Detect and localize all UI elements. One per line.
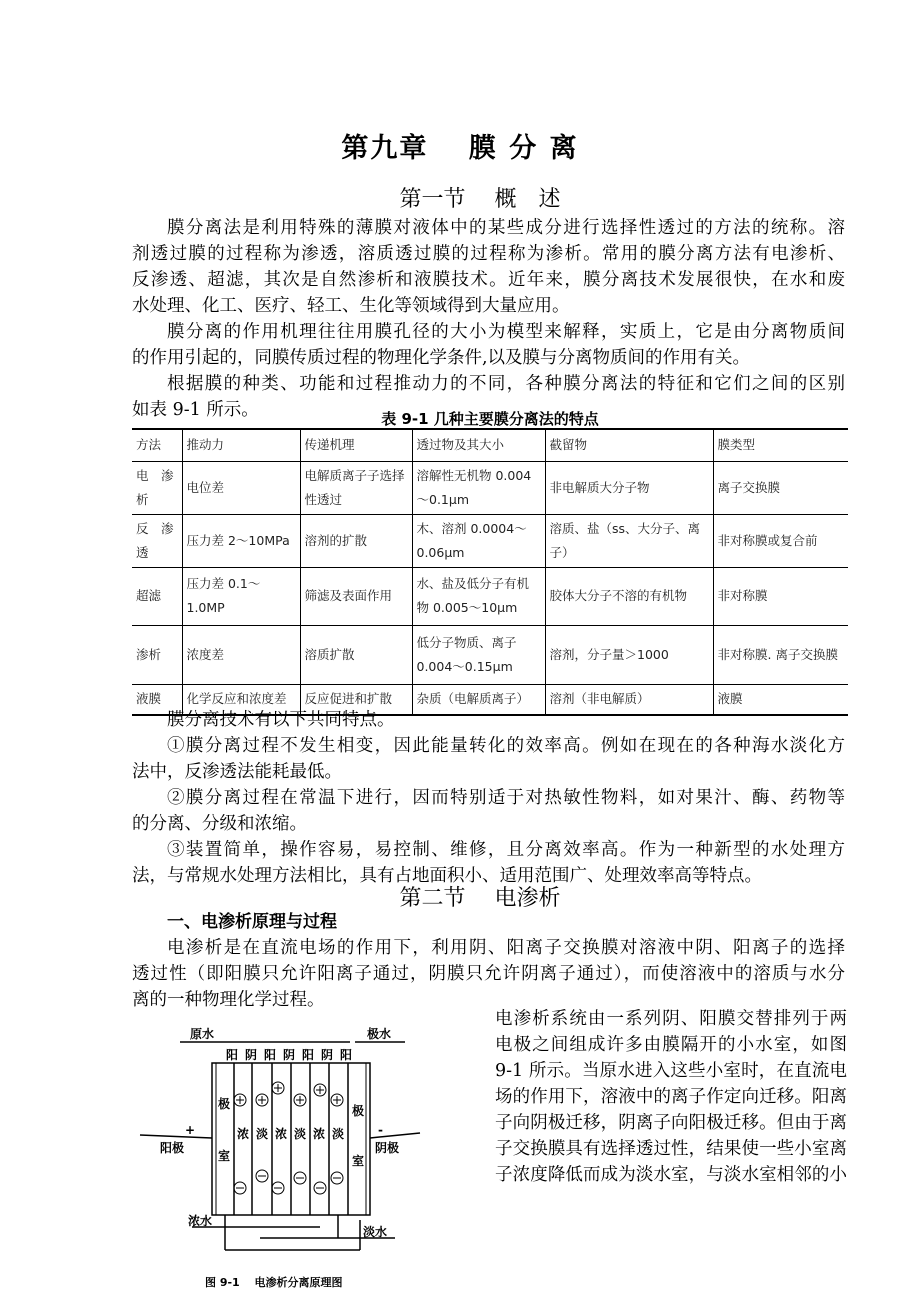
text-line: 电渗析系统由一系列阴、阳膜交替排列于两 bbox=[495, 1009, 847, 1029]
cathode-label: 阴极 bbox=[375, 1141, 400, 1155]
electrode-room-label: 极 bbox=[218, 1097, 231, 1111]
chamber-label: 淡 bbox=[294, 1127, 307, 1141]
anode-label: 阳极 bbox=[160, 1141, 185, 1155]
table-cell: 溶剂（非电解质） bbox=[545, 684, 713, 715]
table-cell: 浓度差 bbox=[182, 625, 300, 684]
text-line: 子浓度降低而成为淡水室，与淡水室相邻的小 bbox=[495, 1165, 847, 1185]
text-line: 离的一种物理化学过程。 bbox=[132, 990, 325, 1010]
table-cell: 水、盐及低分子有机物 0.005～10μm bbox=[412, 567, 545, 625]
table-cell: 杂质（电解质离子） bbox=[412, 684, 545, 715]
text-line: 电渗析是在直流电场的作用下，利用阴、阳离子交换膜对溶液中阴、阳离子的选择 bbox=[167, 938, 845, 958]
text-line: 法中，反渗透法能耗最低。 bbox=[132, 762, 342, 782]
table-row bbox=[132, 461, 848, 514]
table-row bbox=[132, 625, 848, 684]
table-cell: 液膜 bbox=[132, 684, 182, 715]
table-cell: 液膜 bbox=[713, 684, 848, 715]
header-cell: 方法 bbox=[132, 429, 182, 461]
table-row bbox=[132, 567, 848, 625]
text-line: 的作用引起的，同膜传质过程的物理化学条件,以及膜与分离物质间的作用有关。 bbox=[132, 348, 751, 368]
header-cell: 截留物 bbox=[545, 429, 713, 461]
chamber-label: 浓 bbox=[275, 1127, 288, 1141]
membrane-label: 阳 bbox=[226, 1048, 239, 1062]
text-line: 的分离、分级和浓缩。 bbox=[132, 814, 307, 834]
text-line: 膜分离的作用机理往往用膜孔径的大小为模型来解释，实质上，它是由分离物质间 bbox=[167, 322, 845, 342]
text-line: 根据膜的种类、功能和过程推动力的不同，各种膜分离法的特征和它们之间的区别 bbox=[167, 374, 845, 394]
chamber-label: 浓 bbox=[313, 1127, 326, 1141]
table-cell: 电解质离子子选择性透过 bbox=[300, 461, 412, 514]
figure-caption: 图 9-1 电渗析分离原理图 bbox=[205, 1276, 343, 1289]
table-cell: 电位差 bbox=[182, 461, 300, 514]
text-line: 场的作用下，溶液中的离子作定向迁移。阳离 bbox=[495, 1087, 847, 1107]
text-line: 水处理、化工、医疗、轻工、生化等领域得到大量应用。 bbox=[132, 296, 570, 316]
table-cell: 胶体大分子不溶的有机物 bbox=[545, 567, 713, 625]
table-cell: 木、溶剂 0.0004～0.06μm bbox=[412, 514, 545, 567]
text-line: 9-1 所示。当原水进入这些小室时，在直流电 bbox=[495, 1061, 847, 1081]
section1-heading: 第一节 概 述 bbox=[399, 187, 561, 212]
membrane-label: 阳 bbox=[340, 1048, 353, 1062]
table-cell: 溶剂的扩散 bbox=[300, 514, 412, 567]
electrodialysis-diagram bbox=[130, 1020, 430, 1270]
text-line: 子交换膜具有选择透过性，结果使一些小室离 bbox=[495, 1139, 847, 1159]
text-line: 电极之间组成许多由膜隔开的小水室，如图 bbox=[495, 1035, 847, 1055]
table-cell: 溶质扩散 bbox=[300, 625, 412, 684]
text-line: 如表 9-1 所示。 bbox=[132, 400, 259, 420]
text-line: 反渗透、超滤，其次是自然渗析和液膜技术。近年来，膜分离技术发展很快，在水和废 bbox=[132, 270, 845, 290]
table-cell: 压力差 2～10MPa bbox=[182, 514, 300, 567]
electrode-room-label: 室 bbox=[218, 1149, 231, 1163]
membrane-label: 阴 bbox=[283, 1048, 296, 1062]
membrane-label: 阳 bbox=[302, 1048, 315, 1062]
electrode-room-label: 室 bbox=[352, 1154, 365, 1168]
table-cell: 溶解性无机物 0.004～0.1μm bbox=[412, 461, 545, 514]
concentrate-label: 浓水 bbox=[188, 1214, 213, 1228]
chapter-title: 第九章 膜 分 离 bbox=[341, 133, 579, 164]
fresh-water-label: 淡水 bbox=[363, 1225, 388, 1239]
table-cell: 溶质、盐（ss、大分子、离子） bbox=[545, 514, 713, 567]
table-cell: 溶剂，分子量＞1000 bbox=[545, 625, 713, 684]
header-cell: 推动力 bbox=[182, 429, 300, 461]
electrode-water-label: 极水 bbox=[367, 1027, 392, 1041]
table-row bbox=[132, 514, 848, 567]
chamber-label: 淡 bbox=[256, 1127, 269, 1141]
table-caption: 表 9-1 几种主要膜分离法的特点 bbox=[381, 410, 599, 428]
text-line: 子向阴极迁移，阴离子向阳极迁移。但由于离 bbox=[495, 1113, 847, 1133]
header-cell: 传递机理 bbox=[300, 429, 412, 461]
text-line: 透过性（即阳膜只允许阳离子通过，阴膜只允许阴离子通过），而使溶液中的溶质与水分 bbox=[132, 964, 845, 984]
table-header-row bbox=[132, 429, 848, 461]
subheading: 一、电渗析原理与过程 bbox=[167, 912, 337, 932]
table-cell: 渗析 bbox=[132, 625, 182, 684]
header-cell: 透过物及其大小 bbox=[412, 429, 545, 461]
header-cell: 膜类型 bbox=[713, 429, 848, 461]
table-cell: 低分子物质、离子 0.004～0.15μm bbox=[412, 625, 545, 684]
table-cell: 离子交换膜 bbox=[713, 461, 848, 514]
table-cell: 反应促进和扩散 bbox=[300, 684, 412, 715]
table-cell: 反 渗透 bbox=[132, 514, 182, 567]
membrane-label: 阴 bbox=[245, 1048, 258, 1062]
membrane-methods-table bbox=[132, 428, 848, 716]
electrode-room-label: 极 bbox=[352, 1104, 365, 1118]
text-line: ③装置简单，操作容易，易控制、维修，且分离效率高。作为一种新型的水处理方 bbox=[167, 840, 845, 860]
text-line: 法，与常规水处理方法相比，具有占地面积小、适用范围广、处理效率高等特点。 bbox=[132, 866, 762, 886]
table-cell: 非对称膜或复合前 bbox=[713, 514, 848, 567]
text-line: ②膜分离过程在常温下进行，因而特别适于对热敏性物料，如对果汁、酶、药物等 bbox=[167, 788, 845, 808]
table-cell: 筛滤及表面作用 bbox=[300, 567, 412, 625]
plus-label: + bbox=[185, 1123, 196, 1137]
text-line: 剂透过膜的过程称为渗透，溶质透过膜的过程称为渗析。常用的膜分离方法有电渗析、 bbox=[132, 244, 845, 264]
table-cell: 非电解质大分子物 bbox=[545, 461, 713, 514]
table-cell: 超滤 bbox=[132, 567, 182, 625]
section2-heading: 第二节 电渗析 bbox=[399, 886, 561, 911]
table-cell: 非对称膜 bbox=[713, 567, 848, 625]
minus-label: - bbox=[378, 1123, 383, 1137]
raw-water-label: 原水 bbox=[190, 1027, 215, 1041]
text-line: 膜分离技术有以下共同特点。 bbox=[167, 710, 395, 730]
table-cell: 非对称膜. 离子交换膜 bbox=[713, 625, 848, 684]
chamber-label: 浓 bbox=[237, 1127, 250, 1141]
table-cell: 电 渗析 bbox=[132, 461, 182, 514]
chamber-label: 淡 bbox=[332, 1127, 345, 1141]
table-cell: 压力差 0.1～1.0MP bbox=[182, 567, 300, 625]
text-line: 膜分离法是利用特殊的薄膜对液体中的某些成分进行选择性透过的方法的统称。溶 bbox=[167, 218, 845, 238]
text-line: ①膜分离过程不发生相变，因此能量转化的效率高。例如在现在的各种海水淡化方 bbox=[167, 736, 845, 756]
membrane-label: 阴 bbox=[321, 1048, 334, 1062]
table-cell: 化学反应和浓度差 bbox=[182, 684, 300, 715]
membrane-label: 阳 bbox=[264, 1048, 277, 1062]
